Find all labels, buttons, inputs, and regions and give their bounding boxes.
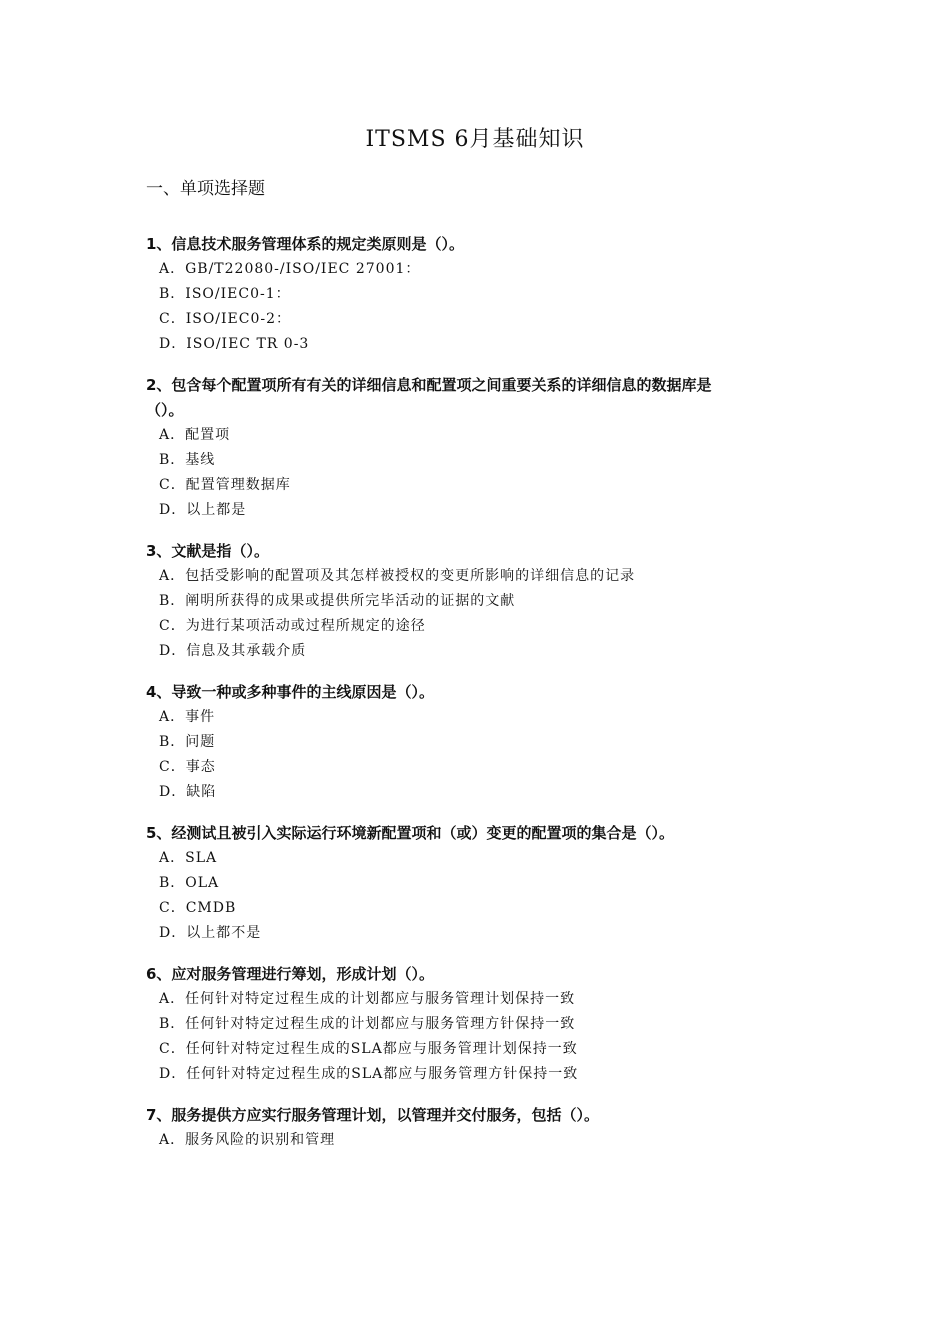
question-6 (146, 962, 806, 1087)
option-c: C．配置管理数据库 (159, 477, 291, 493)
question-2 (146, 373, 806, 523)
option-a: A．GB/T22080-/ISO/IEC 27001： (159, 261, 421, 277)
option-d: D．ISO/IEC TR 0-3 (159, 336, 310, 352)
question-stem: 7、服务提供方应实行服务管理计划，以管理并交付服务，包括（）。 (146, 1106, 599, 1124)
option-c: C．ISO/IEC0-2： (159, 311, 292, 327)
option-b: B．ISO/IEC0-1： (159, 286, 291, 302)
question-stem: 1、信息技术服务管理体系的规定类原则是（）。 (146, 235, 464, 253)
option-d: D．信息及其承载介质 (159, 643, 307, 659)
option-d: D．缺陷 (159, 784, 217, 800)
option-c: C．事态 (159, 759, 216, 775)
question-stem: 4、导致一种或多种事件的主线原因是（）。 (146, 683, 434, 701)
question-stem: 2、包含每个配置项所有有关的详细信息和配置项之间重要关系的详细信息的数据库是 （）。 (146, 376, 712, 419)
option-c: C．为进行某项活动或过程所规定的途径 (159, 618, 426, 634)
option-d: D．以上都是 (159, 502, 247, 518)
question-list (146, 232, 806, 1169)
question-4 (146, 680, 806, 805)
option-c: C．任何针对特定过程生成的SLA都应与服务管理计划保持一致 (159, 1041, 578, 1057)
question-stem: 5、经测试且被引入实际运行环境新配置项和（或）变更的配置项的集合是（）。 (146, 824, 674, 842)
option-a: A．服务风险的识别和管理 (159, 1132, 336, 1148)
option-d: D．任何针对特定过程生成的SLA都应与服务管理方针保持一致 (159, 1066, 579, 1082)
option-a: A．SLA (159, 850, 218, 866)
option-b: B．问题 (159, 734, 216, 750)
question-3 (146, 539, 806, 664)
option-b: B．OLA (159, 875, 220, 891)
question-stem: 3、文献是指（）。 (146, 542, 269, 560)
question-7 (146, 1103, 806, 1153)
option-a: A．任何针对特定过程生成的计划都应与服务管理计划保持一致 (159, 991, 576, 1007)
option-c: C．CMDB (159, 900, 237, 916)
option-a: A．配置项 (159, 427, 231, 443)
option-b: B．阐明所获得的成果或提供所完毕活动的证据的文献 (159, 593, 516, 609)
option-b: B．任何针对特定过程生成的计划都应与服务管理方针保持一致 (159, 1016, 576, 1032)
section-heading: 一、单项选择题 (146, 179, 265, 199)
option-d: D．以上都不是 (159, 925, 262, 941)
question-1 (146, 232, 806, 357)
option-b: B．基线 (159, 452, 216, 468)
option-a: A．包括受影响的配置项及其怎样被授权的变更所影响的详细信息的记录 (159, 568, 636, 584)
question-5 (146, 821, 806, 946)
question-stem: 6、应对服务管理进行筹划，形成计划（）。 (146, 965, 434, 983)
page-title: ITSMS 6月基础知识 (365, 127, 585, 152)
option-a: A．事件 (159, 709, 216, 725)
